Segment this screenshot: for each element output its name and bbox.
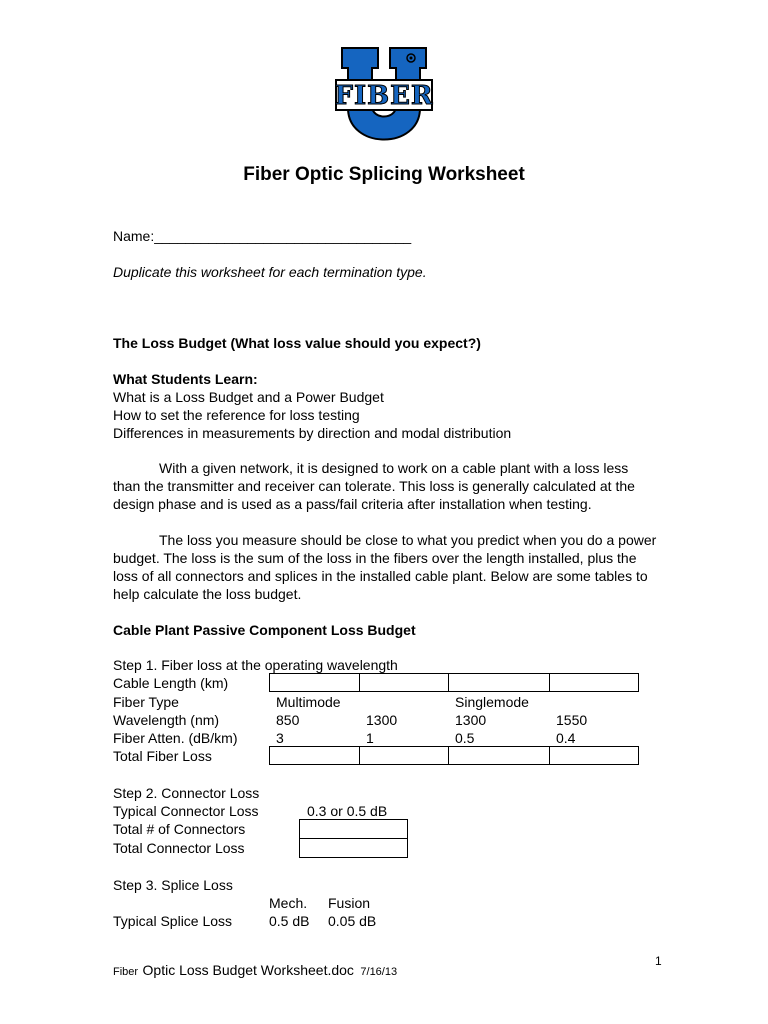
name-field-line: Name:_________________________________ <box>113 228 412 244</box>
learn-item: How to set the reference for loss testing <box>113 407 360 423</box>
attenuation-label: Fiber Atten. (dB/km) <box>113 730 238 746</box>
learn-item: What is a Loss Budget and a Power Budget <box>113 389 384 405</box>
fiber-type-label: Fiber Type <box>113 694 179 710</box>
attenuation-value: 1 <box>366 730 374 746</box>
page-title: Fiber Optic Splicing Worksheet <box>243 164 525 185</box>
logo-text: FIBER <box>334 81 434 111</box>
wavelength-value: 850 <box>276 712 300 728</box>
wavelength-value: 1300 <box>455 712 487 728</box>
wavelength-value: 1550 <box>556 712 588 728</box>
duplicate-note: Duplicate this worksheet for each termination type. <box>113 264 427 280</box>
footer-filename: Optic Loss Budget Worksheet.doc <box>142 962 354 978</box>
learn-item: Differences in measurements by direction and modal distribution <box>113 425 512 441</box>
attenuation-value: 3 <box>276 730 284 746</box>
total-fiber-loss-label: Total Fiber Loss <box>113 748 212 764</box>
cable-length-cell[interactable] <box>269 673 360 692</box>
step1-title: Step 1. Fiber loss at the operating wavelength <box>113 657 398 673</box>
wavelength-label: Wavelength (nm) <box>113 712 220 728</box>
cable-length-label: Cable Length (km) <box>113 675 229 691</box>
wavelength-value: 1300 <box>366 712 398 728</box>
total-fiber-loss-cell[interactable] <box>549 746 639 765</box>
multimode-label: Multimode <box>276 694 341 710</box>
total-connector-loss-input[interactable] <box>299 838 408 858</box>
loss-budget-heading: The Loss Budget (What loss value should you expect?) <box>113 335 481 351</box>
cable-plant-heading: Cable Plant Passive Component Loss Budget <box>113 622 416 638</box>
fiber-u-logo <box>334 44 434 150</box>
attenuation-value: 0.4 <box>556 730 576 746</box>
cable-length-cell[interactable] <box>549 673 639 692</box>
step3-title: Step 3. Splice Loss <box>113 877 233 893</box>
singlemode-label: Singlemode <box>455 694 529 710</box>
learn-heading: What Students Learn: <box>113 371 258 387</box>
typical-connector-loss-value: 0.3 or 0.5 dB <box>307 803 388 819</box>
fusion-splice-value: 0.05 dB <box>328 913 377 929</box>
mech-splice-value: 0.5 dB <box>269 913 310 929</box>
paragraph-1: With a given network, it is designed to work on a cable plant with a loss less than the transmitter and receiver can tolerate. This loss is generally calculated at the design phase and is used as a pass/fail criteria after installation when testing. <box>113 460 635 512</box>
step2-title: Step 2. Connector Loss <box>113 785 260 801</box>
typical-connector-loss-label: Typical Connector Loss <box>113 803 259 819</box>
typical-splice-loss-label: Typical Splice Loss <box>113 913 233 929</box>
fusion-label: Fusion <box>328 895 371 911</box>
cable-length-cell[interactable] <box>448 673 550 692</box>
total-fiber-loss-cell[interactable] <box>448 746 550 765</box>
total-connector-loss-label: Total Connector Loss <box>113 840 245 856</box>
total-fiber-loss-cell[interactable] <box>269 746 360 765</box>
connector-count-input[interactable] <box>299 819 408 839</box>
footer-date: 7/16/13 <box>360 966 398 978</box>
connector-count-label: Total # of Connectors <box>113 821 246 837</box>
mech-label: Mech. <box>269 895 308 911</box>
footer-prefix: Fiber <box>113 966 139 978</box>
footer <box>113 962 397 980</box>
total-fiber-loss-cell[interactable] <box>359 746 449 765</box>
paragraph-2: The loss you measure should be close to what you predict when you do a power budget. The loss is the sum of the loss in the fibers over the length installed, plus the loss of all connectors and splices in the installed cable plant. Below are some tables to help calculate the loss budget. <box>113 532 657 602</box>
cable-length-cell[interactable] <box>359 673 449 692</box>
attenuation-value: 0.5 <box>455 730 475 746</box>
page-number: 1 <box>655 954 662 968</box>
